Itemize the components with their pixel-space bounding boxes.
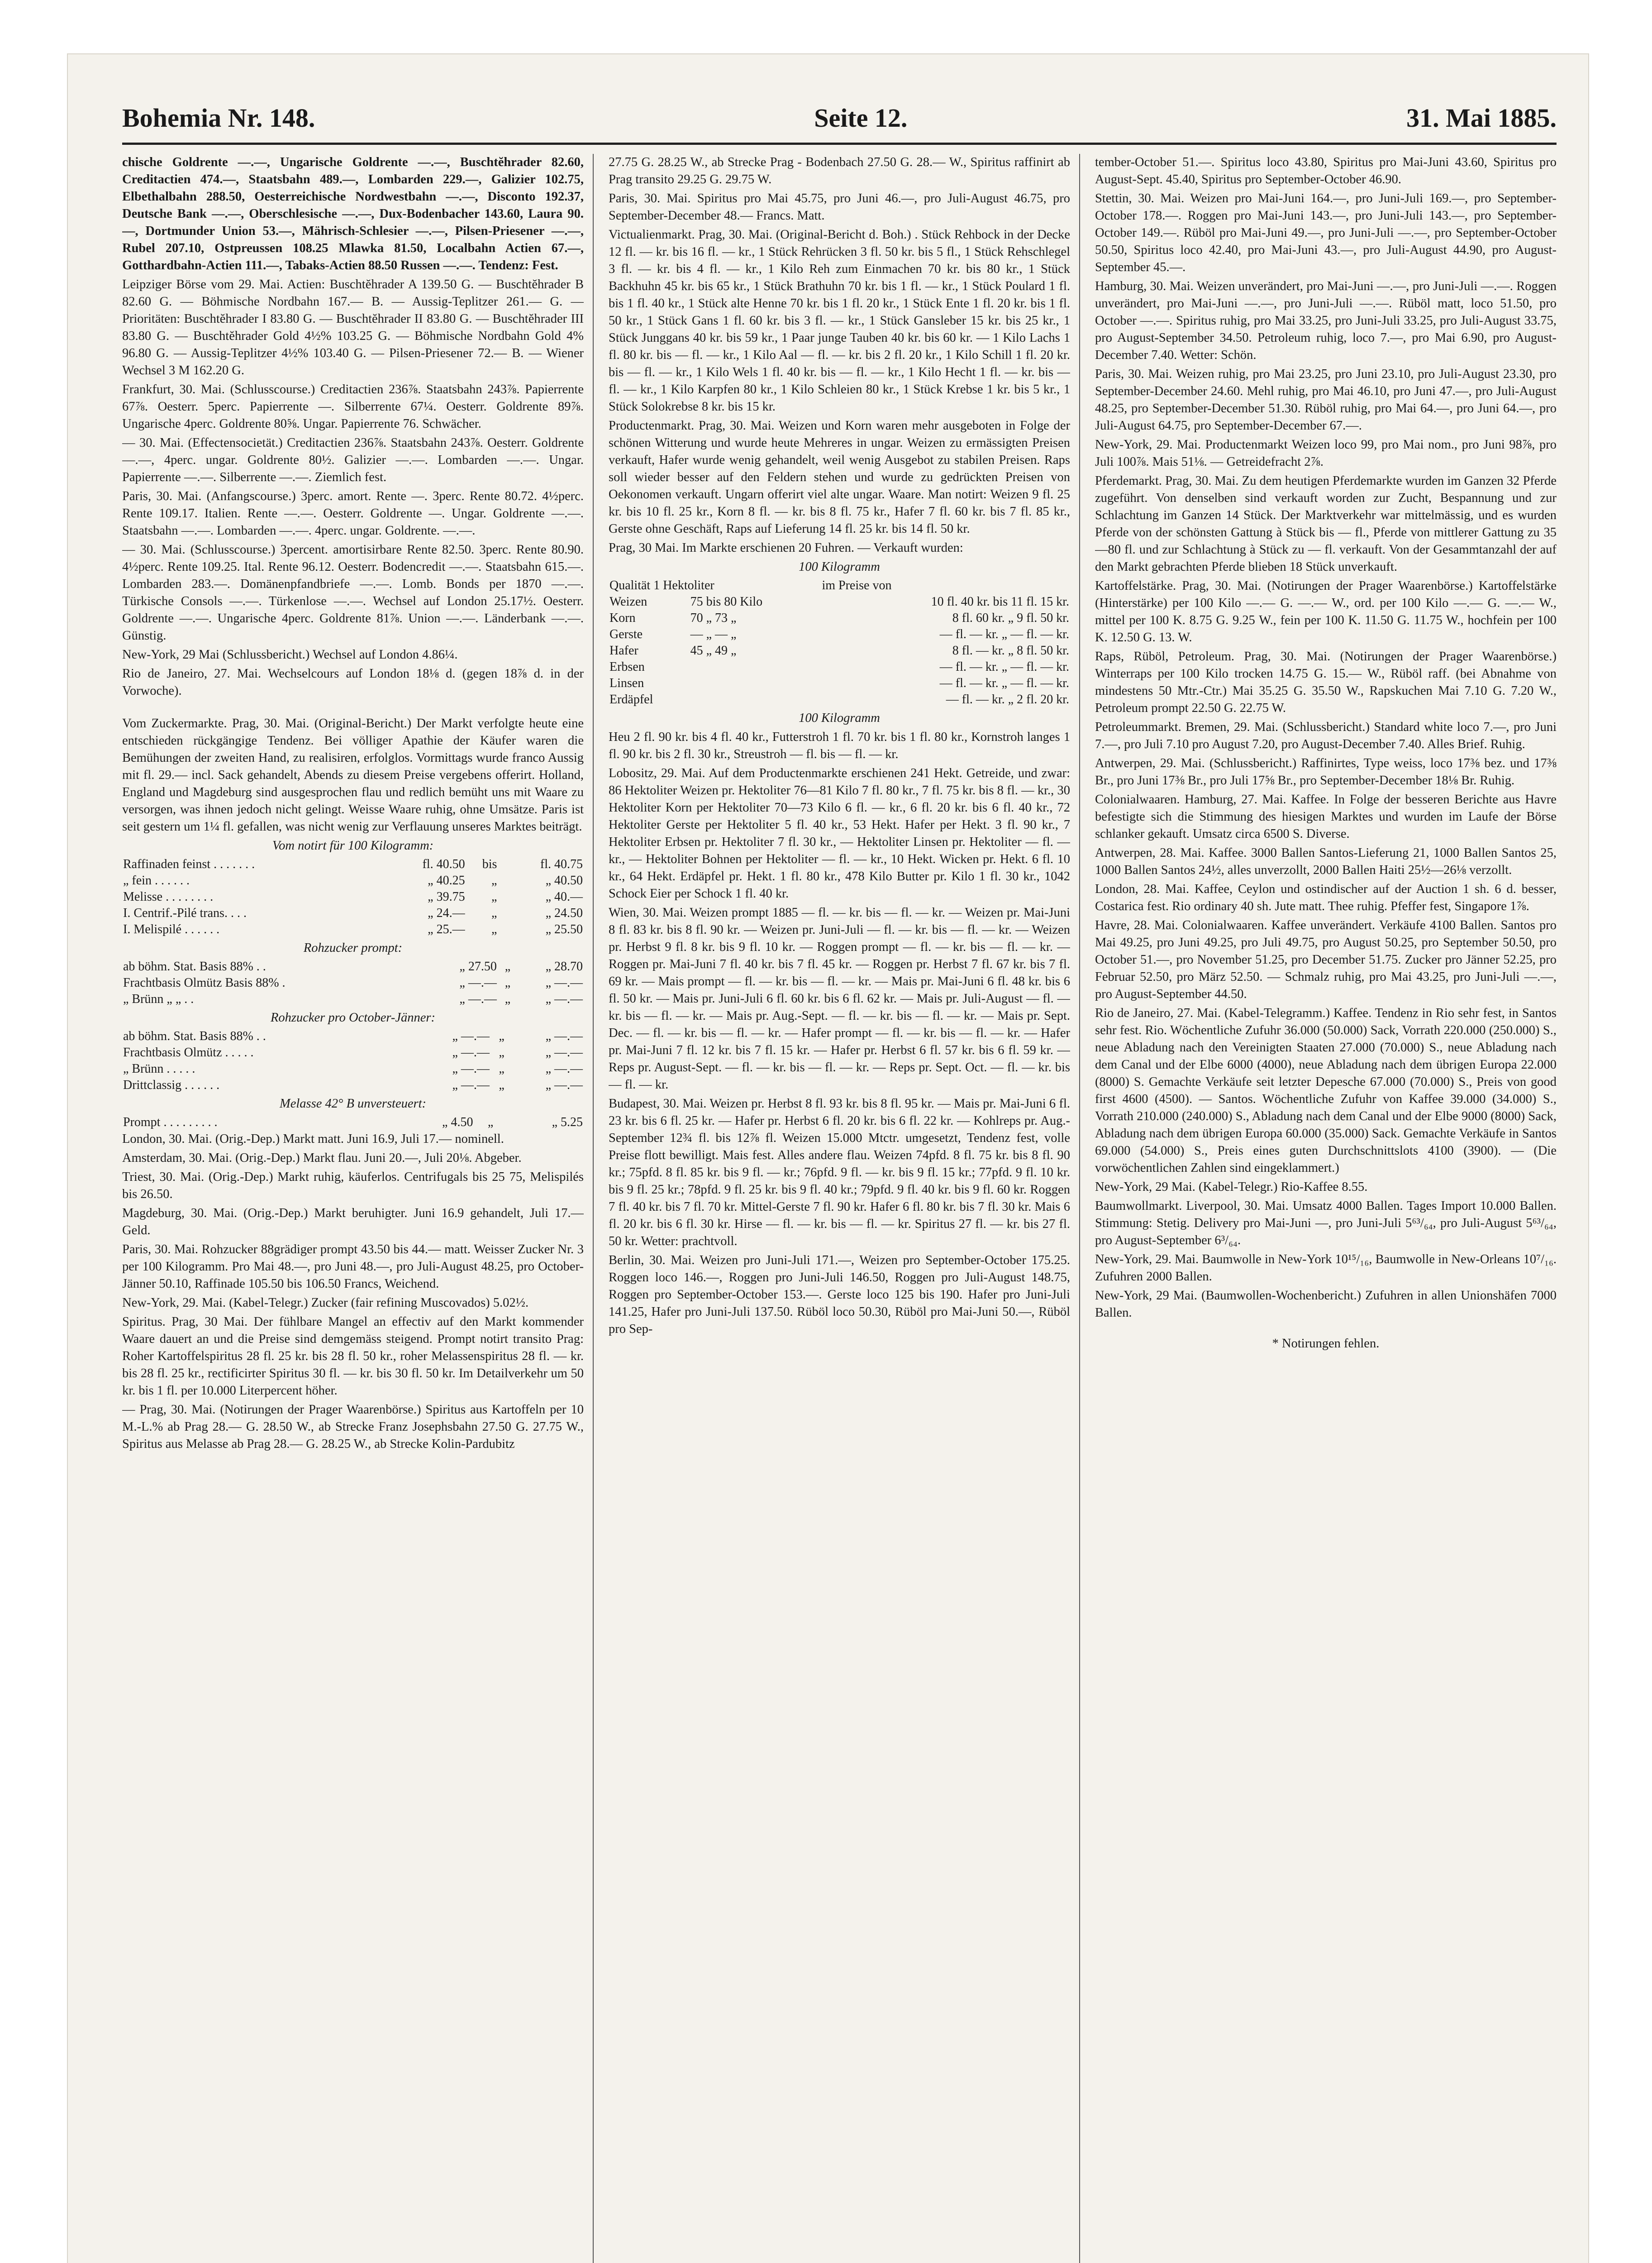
table-cell: „ —.— (452, 1062, 490, 1076)
sugar-price-table (122, 856, 584, 938)
table-cell: „ —.— (545, 1078, 583, 1092)
table-cell: „ —.— (459, 976, 497, 990)
table-cell: „ (491, 922, 497, 936)
october-row (122, 1028, 584, 1045)
sugar-row (122, 889, 584, 905)
raw-sugar-october-heading: Rohzucker pro October-Jänner: (270, 1011, 435, 1025)
amsterdam-sugar-report: Amsterdam, 30. Mai. (Orig.-Dep.) Markt flau. Juni 20.—, Juli 20⅛. Abgeber. (122, 1151, 522, 1165)
grain-row (609, 610, 1070, 626)
table-cell: „ (505, 992, 511, 1006)
sugar-row (122, 873, 584, 889)
frankfurt-effect-report: — 30. Mai. (Effectensocietät.) Creditactien 236⅞. Staatsbahn 243⅞. Oesterr. Goldrente —.—, 4perc. ungar. Goldrente 80½. Galizier —.—. Lombarden —.—. Ungar. Papierrente —.—. Silberrente —.—. Ziemlich fest. (122, 436, 584, 484)
october-row (122, 1061, 584, 1077)
table-cell: „ 40.— (545, 890, 583, 904)
table-cell: Frachtbasis Olmütz Basis 88% . (123, 976, 286, 990)
budapest-grain-report: Budapest, 30. Mai. Weizen pr. Herbst 8 fl. 93 kr. bis 8 fl. 95 kr. — Mais pr. Mai-Juni 6 fl. 23 kr. bis 6 fl. 25 kr. — Hafer pr. Herbst 6 fl. 20 kr. bis 6 fl. 22 kr. — Kohlreps pr. Aug.-September 12¾ fl. bis 12⅞ fl. Weizen 15.000 Mtctr. umgesetzt, Tendenz fest, volle Preise flott bewilligt. Mais fest. Alles andere flau. Weizen 74pfd. 8 fl. 75 kr. bis 8 fl. 90 kr.; 75pfd. 8 fl. 85 kr. bis 9 fl. — kr.; 76pfd. 9 fl. — kr. bis 9 fl. 15 kr.; 77pfd. 9 fl. 10 kr. bis 9 fl. 25 kr.; 78pfd. 9 fl. 25 kr. bis 9 fl. 40 kr.; 79pfd. 9 fl. 40 kr. bis 9 fl. 60 kr. Roggen 7 fl. 40 kr. bis 7 fl. 70 kr. Mittel-Gerste 7 fl. 90 kr. Hafer 6 fl. 80 kr. bis 7 fl. 30 kr. Mais 6 fl. 20 kr. bis 6 fl. 30 kr. Hirse — fl. — kr. bis — fl. — kr. Spiritus 27 fl. — kr. bis 27 fl. 50 kr. Wetter: prachtvoll. (609, 1097, 1070, 1248)
table-cell: „ (491, 890, 497, 904)
spirits-continued: 27.75 G. 28.25 W., ab Strecke Prag - Bodenbach 27.50 G. 28.— W., Spiritus raffinirt ab Prag transito 29.25 G. 29.75 W. (609, 155, 1070, 186)
antwerp-coffee-report: Antwerpen, 28. Mai. Kaffee. 3000 Ballen Santos-Lieferung 21, 1000 Ballen Santos 25, 1000 Ballen Santos 24½, alles unverzollt, 2000 Ballen Haiti 25½—26⅛ verzollt. (1095, 846, 1557, 877)
table-cell: „ —.— (459, 992, 497, 1006)
rio-coffee-report: Rio de Janeiro, 27. Mai. (Kabel-Telegramm.) Kaffee. Tendenz in Rio sehr fest, in Santos sehr fest. Rio. Wöchentliche Zufuhr 36.000 (50.000) Sack, Vorrath 220.000 (250.000) S., neue Abladung nach den Vereinigten Staaten 27.000 (70.000) S., neue Abladung nach dem Canal und der Elbe 6000 (4000), neue Abladung nach dem übrigen Europa 22.000 (8000) S. Gemachte Verkäufe seit letzter Depesche 67.000 (70.000) S., Preis von good first 4600 (4500). — Santos. Wöchentliche Zufuhr von Kaffee 39.000 (34.000) S., Vorrath 210.000 (240.000) S., Abladung nach dem Canal und der Elbe 9000 (8000) Sack, Abladung nach dem übrigen Europa 60.000 (35.000) Sack. Gemachte Verkäufe in Santos 69.000 (54.000) S., Preis eines guten Durchschnittslots 4100 (3900). — (Die vorwöchentlichen Zahlen sind eingeklammert.) (1095, 1006, 1557, 1175)
table-cell: — „ — „ (690, 627, 737, 641)
table-cell: „ 27.50 (459, 960, 497, 974)
table-cell: Hafer (609, 644, 638, 658)
table-cell: „ 5.25 (552, 1115, 583, 1129)
table-cell: Prompt . . . . . . . . . (123, 1115, 218, 1129)
table-cell: — fl. — kr. „ — fl. — kr. (939, 627, 1069, 641)
newspaper-page (68, 54, 1588, 2263)
paris-grain-report: Paris, 30. Mai. Weizen ruhig, pro Mai 23.25, pro Juni 23.10, pro Juli-August 23.30, pro September-December 24.60. Mehl ruhig, pro Mai 46.10, pro Juni 47.—, pro Juli-August 48.25, pro September-December 51.30. Rüböl ruhig, pro Mai 64.—, pro Juni 64.—, pro Juli-August 64.75, pro September-December 67.—. (1095, 367, 1557, 433)
table-cell: 8 fl. — kr. „ 8 fl. 50 kr. (952, 644, 1069, 658)
table-cell: — fl. — kr. „ — fl. — kr. (939, 676, 1069, 690)
table-cell: „ (499, 1062, 505, 1076)
paris-sugar-report: Paris, 30. Mai. Rohzucker 88grädiger prompt 43.50 bis 44.— matt. Weisser Zucker Nr. 3 per 100 Kilogramm. Pro Mai 48.—, pro Juni 48.—, pro Juli-August 48.25, pro October-Jänner 50.10, Raffinade 105.50 bis 106.50 Francs, Weichend. (122, 1242, 584, 1291)
hay-straw-report: Heu 2 fl. 90 kr. bis 4 fl. 40 kr., Futterstroh 1 fl. 70 kr. bis 1 fl. 80 kr., Kornstroh langes 1 fl. 90 kr. bis 2 fl. 30 kr., Streustroh — fl. bis — fl. — kr. (609, 730, 1070, 761)
paris-closing-report: — 30. Mai. (Schlusscourse.) 3percent. amortisirbare Rente 82.50. 3perc. Rente 80.90. 4½perc. Rente 109.25. Ital. Rente 96.12. Oesterr. Bodencredit —.—. Staatsbahn 615.—. Lombarden 283.—. Domänenpfandbriefe —.—. Lomb. Bonds per 1870 —.—. Türkische Consols —.—. Türkenlose —.—. Wechsel auf London 25.17½. Oesterr. Goldrente —.—. Ungarische 4perc. Goldrente 81⅞. Union —.—. Länderbank —.—. Günstig. (122, 543, 584, 643)
table-header-cell: Qualität 1 Hektoliter (609, 578, 714, 592)
spirits-report: Spiritus. Prag, 30 Mai. Der fühlbare Mangel an effectiv auf den Markt kommender Waare dauert an und die Preise sind demgemäss steigend. Prompt notirt transito Prag: Roher Kartoffelspiritus 28 fl. 25 kr. bis 28 fl. 50 kr., roher Melassenspiritus 28 fl. — kr. bis 28 fl. 25 kr., rectificirter Spiritus 30 fl. — kr. bis 30 fl. 50 kr. Im Detailverkehr um 50 kr. bis 1 fl. per 10.000 Literpercent höher. (122, 1315, 584, 1398)
header-rule (122, 143, 1557, 145)
table-cell: Linsen (609, 676, 644, 690)
paris-opening-report: Paris, 30. Mai. (Anfangscourse.) 3perc. amort. Rente —. 3perc. Rente 80.72. 4½perc. Rente 109.17. Italien. Rente —.—. Oesterr. Goldrente —. Ungar. Goldrente —.—. Staatsbahn —.—. Lombarden —.—. 4perc. ungar. Goldrente. —.—. (122, 489, 584, 538)
havre-colonial-report: Havre, 28. Mai. Colonialwaaren. Kaffee unverändert. Verkäufe 4100 Ballen. Santos pro Mai 49.25, pro Juni 49.25, pro Juli 49.75, pro August 50.25, pro September 50.50, pro October 51.—, pro November 51.25, pro December 51.75. Zucker pro Jänner 52.25, pro Februar 52.50, pro März 52.50. — Schmalz ruhig, pro Mai 43.25, pro Juni-Juli —.—, pro August-September 44.50. (1095, 918, 1557, 1001)
antwerp-petroleum-report: Antwerpen, 29. Mai. (Schlussbericht.) Raffinirtes, Type weiss, loco 17⅜ bez. und 17⅜ Br., pro Juni 17⅜ Br., pro Juli 17⅝ Br., pro September-December 18⅛ Br. Ruhig. (1095, 756, 1557, 788)
sugar-subheading: Vom notirt für 100 Kilogramm: (272, 839, 434, 853)
hay-unit-heading: 100 Kilogramm (799, 711, 880, 725)
table-cell: — fl. — kr. „ — fl. — kr. (939, 660, 1069, 674)
column-divider (593, 154, 594, 2263)
prompt-row (122, 959, 584, 975)
table-cell: ab böhm. Stat. Basis 88% . . (123, 1029, 266, 1043)
sugar-row (122, 905, 584, 921)
potato-starch-report: Kartoffelstärke. Prag, 30. Mai. (Notirungen der Prager Waarenbörse.) Kartoffelstärke (Hinterstärke) per 100 Kilo —.— G. —.— W., ord. per 100 Kilo —.— G. —.— W., mittel per 100 K. 8.75 G. 9.25 W., fein per 100 K. 11.50 G. 11.75 W., hochfein per 100 K. 12.50 G. 13. W. (1095, 579, 1557, 645)
column-3 (1095, 154, 1557, 2263)
grain-unit-heading: 100 Kilogramm (799, 560, 880, 574)
table-cell: 45 „ 49 „ (690, 644, 737, 658)
table-cell: „ (499, 1046, 505, 1060)
table-cell: „ fein . . . . . . (123, 874, 190, 888)
produce-market-report: Productenmarkt. Prag, 30. Mai. Weizen und Korn waren mehr ausgeboten in Folge der schönen Witterung und wurde heute Mehreres in ungar. Weizen zu ermässigten Preisen verkauft, Hafer wurde wenig gehandelt, weil wenig Ausgebot zu stabilen Preisen. Raps soll wieder besser auf den Feldern stehen und wurde zu gedrückten Preisen von Oekonomen verkauft. Ungarn offerirt viel alte ungar. Waare. Man notirt: Weizen 9 fl. 25 kr. bis 10 fl. 25 kr., Korn 8 fl. — kr. bis 8 fl. 75 kr., Hafer 7 fl. 60 kr. bis 7 fl. 85 kr., Gerste ohne Geschäft, Raps auf Lieferung 14 fl. 25 kr. bis 14 fl. 50 kr. (609, 419, 1070, 536)
magdeburg-sugar-report: Magdeburg, 30. Mai. (Orig.-Dep.) Markt beruhigter. Juni 16.9 gehandelt, Juli 17.— Geld. (122, 1206, 584, 1237)
lobositz-report: Lobositz, 29. Mai. Auf dem Productenmarkte erschienen 241 Hekt. Getreide, und zwar: 86 Hektoliter Weizen pr. Hektoliter 76—81 Kilo 7 fl. 80 kr., 7 fl. 75 kr. bis 8 fl. — kr., 30 Hektoliter Korn per Hektoliter 70—73 Kilo 6 fl. — kr., 6 fl. 20 kr. bis 6 fl. 40 kr., 72 Hektoliter Gerste per Hektoliter 5 fl. 40 kr., 53 Hekt. Hafer per Hekt. 3 fl. 90 kr., 7 Hektoliter Erbsen pr. Hektoliter 7 fl. 30 kr., — Hektoliter Linsen pr. Hektoliter — fl. — kr., — Hektoliter Bohnen per Hektoliter — fl. — kr., 10 Hekt. Wicken pr. Hekt. 6 fl. 10 kr., 64 Hekt. Erdäpfel pr. Hekt. 1 fl. 80 kr., 478 Kilo Butter pr. Kilo 1 fl. 30 kr., 1042 Schock Eier per Schock 1 fl. 40 kr. (609, 766, 1070, 901)
table-cell: „ —.— (545, 976, 583, 990)
table-cell (690, 675, 821, 692)
table-cell: 70 „ 73 „ (690, 611, 737, 625)
grain-row (609, 626, 1070, 643)
newyork-coffee-report: New-York, 29 Mai. (Kabel-Telegr.) Rio-Kaffee 8.55. (1095, 1180, 1368, 1194)
newyork-cotton-weekly: New-York, 29 Mai. (Baumwollen-Wochenbericht.) Zufuhren in allen Unionshäfen 7000 Ballen. (1095, 1289, 1557, 1320)
table-cell: „ (491, 906, 497, 920)
table-cell: „ 39.75 (428, 890, 465, 904)
table-cell: ab böhm. Stat. Basis 88% . . (123, 960, 266, 974)
grain-header-row (609, 578, 1070, 594)
header-publication: Bohemia Nr. 148. (122, 103, 315, 133)
prompt-row (122, 991, 584, 1007)
table-cell: „ (505, 976, 511, 990)
table-cell: „ —.— (452, 1046, 490, 1060)
raw-sugar-prompt-heading: Rohzucker prompt: (303, 941, 403, 955)
table-cell (690, 692, 821, 708)
molasses-heading: Melasse 42° B unversteuert: (279, 1097, 427, 1111)
sugar-row (122, 921, 584, 938)
raw-sugar-october-table (122, 1028, 584, 1093)
vienna-grain-report: Wien, 30. Mai. Weizen prompt 1885 — fl. — kr. bis — fl. — kr. — Weizen pr. Mai-Juni 8 fl. 83 kr. bis 8 fl. 90 kr. — Weizen pr. Juni-Juli — fl. — kr. bis — fl. — kr. — Weizen pr. Herbst 9 fl. 8 kr. bis 9 fl. 10 kr. — Roggen prompt — fl. — kr. bis — fl. — kr. — Roggen pr. Mai-Juni 7 fl. 40 kr. bis 7 fl. 45 kr. — Roggen pr. Herbst 7 fl. 67 kr. bis 7 fl. 69 kr. — Mais prompt — fl. — kr. bis — fl. — kr. — Mais pr. Mai-Juni 6 fl. 48 kr. bis 6 fl. 50 kr. — Mais pr. Juni-Juli 6 fl. 60 kr. bis 6 fl. 62 kr. — Mais pr. Juli-August — fl. — kr. bis — fl. — kr. — Mais pr. Aug.-Sept. — fl. — kr. bis — fl. — kr. — Mais pr. Sept. Dec. — fl. — kr. bis — fl. — kr. — Hafer prompt — fl. — kr. bis — fl. — kr. — Hafer pr. Mai-Juni 7 fl. 12 kr. bis 7 fl. 15 kr. — Hafer pr. Herbst 6 fl. 57 kr. bis 6 fl. 59 kr. — Reps pr. August-Sept. — fl. — kr. bis — fl. — kr. — Reps pr. Sept. Oct. — fl. — kr. bis — fl. — kr. (609, 906, 1070, 1092)
leipzig-report: Leipziger Börse vom 29. Mai. Actien: Buschtĕhrader A 139.50 G. — Buschtĕhrader B 82.60 G. — Böhmische Nordbahn 167.— B. — Aussig-Teplitzer 261.— G. — Prioritäten: Buschtĕhrader I 83.80 G. — Buschtĕhrader II 83.80 G. — Buschtĕhrader III 83.80 G. — Buschtĕhrader Gold 4½% 103.25 G. — Böhmische Nordbahn Gold 4% 96.80 G. — Aussig-Teplitzer 4½% 103.40 G. — Pilsen-Priesener 72.— B. — Wiener Wechsel 3 M 162.20 G. (122, 277, 584, 377)
grain-price-table (609, 578, 1070, 708)
stock-summary: chische Goldrente —.—, Ungarische Goldrente —.—, Buschtĕhrader 82.60, Creditactien 474.—, Staatsbahn 489.—, Lombarden 229.—, Galizier 102.75, Elbethalbahn 288.50, Oesterreichische Nordwestbahn —.—, Disconto 192.37, Deutsche Bank —.—, Oberschlesische —.—, Dux-Bodenbacher 143.60, Laura 90.—, Dortmunder Union 53.—, Mährisch-Schlesier —.—, Pilsen-Priesener —.—, Rubel 207.10, Ostpreussen 108.25 Mlawka 81.50, Localbahn Actien 67.—, Gotthardbahn-Actien 111.—, Tabaks-Actien 88.50 Russen —.—. Tendenz: Fest. (122, 155, 584, 272)
table-cell: Weizen (609, 595, 647, 609)
london-colonial-report: London, 28. Mai. Kaffee, Ceylon und ostindischer auf der Auction 1 sh. 6 d. besser, Costarica fest. Rio ordinary 40 sh. Jute matt. Thee ruhig. Pfeffer fest, Singapore 1⅞. (1095, 882, 1557, 913)
table-cell: Korn (609, 611, 636, 625)
sugar-row (122, 856, 584, 873)
prague-spirits-report: — Prag, 30. Mai. (Notirungen der Prager Waarenbörse.) Spiritus aus Kartoffeln per 10 M.-L.% ab Prag 28.— G. 28.50 W., ab Strecke Franz Josephsbahn 27.50 G. 27.75 W., Spiritus aus Melasse ab Prag 28.— G. 28.25 W., ab Strecke Kolin-Pardubitz (122, 1403, 584, 1451)
table-cell: „ Brünn . . . . . (123, 1062, 195, 1076)
newyork-cotton-report: New-York, 29. Mai. Baumwolle in New-York 10¹⁵/₁₆, Baumwolle in New-Orleans 10⁷/₁₆. Zufuhren 2000 Ballen. (1095, 1252, 1557, 1284)
table-cell: Drittclassig . . . . . . (123, 1078, 220, 1092)
table-cell: „ (499, 1029, 505, 1043)
table-cell: fl. 40.75 (540, 857, 583, 871)
newyork-sugar-report: New-York, 29. Mai. (Kabel-Telegr.) Zucker (fair refining Muscovados) 5.02½. (122, 1296, 529, 1310)
table-cell: „ —.— (452, 1029, 490, 1043)
berlin-continued: tember-October 51.—. Spiritus loco 43.80, Spiritus pro Mai-Juni 43.60, Spiritus pro August-Sept. 45.40, Spiritus pro September-October 46.90. (1095, 155, 1557, 186)
liverpool-cotton-report: Baumwollmarkt. Liverpool, 30. Mai. Umsatz 4000 Ballen. Tages Import 10.000 Ballen. Stimmung: Stetig. Delivery pro Mai-Juni —, pro Juni-Juli 5⁶³/₆₄, pro Juli-August 5⁶³/₆₄, pro August-September 6³/₆₄. (1095, 1199, 1557, 1247)
table-cell: „ 24.50 (545, 906, 583, 920)
column-1 (122, 154, 584, 2263)
table-cell: fl. 40.50 (422, 857, 465, 871)
page-header (122, 97, 1557, 138)
horse-market-report: Pferdemarkt. Prag, 30. Mai. Zu dem heutigen Pferdemarkte wurden im Ganzen 32 Pferde zugeführt. Von denselben sind verkauft worden zur Zucht, Bespannung und zur Schlachtung im Ganzen 14 Stück. Der Marktverkehr war mittelmässig, und es wurden Pferde von der schönsten Gattung à Stück bis — fl., Pferde von mittlerer Gattung zu 35—80 fl. und zur Schlachtung à Stück zu — fl. verkauft. Von der Gesammtanzahl der auf den Markt gebrachten Pferde blieben 18 Stück unverkauft. (1095, 474, 1557, 574)
table-cell: „ 40.25 (428, 874, 465, 888)
molasses-table (122, 1114, 584, 1131)
table-cell: Frachtbasis Olmütz . . . . . (123, 1046, 254, 1060)
table-cell: „ 40.50 (545, 874, 583, 888)
header-date: 31. Mai 1885. (1406, 103, 1557, 133)
table-cell: „ —.— (545, 1046, 583, 1060)
table-cell: „ (505, 960, 511, 974)
table-cell: 8 fl. 60 kr. „ 9 fl. 50 kr. (952, 611, 1069, 625)
table-cell: bis (482, 857, 497, 871)
grain-row (609, 594, 1070, 610)
grain-row (609, 659, 1070, 675)
table-cell: „ (487, 1115, 494, 1129)
table-cell: Melisse . . . . . . . . (123, 890, 214, 904)
prompt-row (122, 975, 584, 991)
bremen-petroleum-report: Petroleummarkt. Bremen, 29. Mai. (Schlussbericht.) Standard white loco 7.—, pro Juni 7.—, pro Juli 7.10 pro August 7.20, pro August-December 7.40. Alles Brief. Ruhig. (1095, 720, 1557, 751)
grain-row (609, 692, 1070, 708)
october-row (122, 1045, 584, 1061)
spacer (122, 702, 584, 715)
table-cell: 75 bis 80 Kilo (690, 595, 763, 609)
sugar-market-report: Vom Zuckermarkte. Prag, 30. Mai. (Original-Bericht.) Der Markt verfolgte heute eine entschieden rückgängige Tendenz. Bei völliger Apathie der Käufer waren die Bemühungen der zweiten Hand, zu realisiren, erfolglos. Vormittags wurde franco Aussig mit fl. 29.— incl. Sack gehandelt, Abends zu diesem Preise vergebens offerirt. Holland, England und Magdeburg sind ausgesprochen flau und redlich bemüht uns mit Waare zu versorgen, was ihnen jedoch nicht gelingt. Weisse Waare ruhig, ohne Umsätze. Paris ist seit gestern um 1¼ fl. gefallen, was nicht wenig zur Verflauung unseres Marktes beiträgt. (122, 716, 584, 834)
table-cell: „ —.— (452, 1078, 490, 1092)
table-cell: „ —.— (545, 1029, 583, 1043)
table-cell: „ 28.70 (545, 960, 583, 974)
newyork-produce-report: New-York, 29. Mai. Productenmarkt Weizen loco 99, pro Mai nom., pro Juni 98⅞, pro Juli 100⅞. Mais 51⅛. — Getreidefracht 2⅞. (1095, 438, 1557, 469)
table-header-cell: im Preise von (822, 578, 892, 592)
october-row (122, 1077, 584, 1093)
table-cell: „ 24.— (428, 906, 465, 920)
table-cell: I. Melispilé . . . . . . (123, 922, 220, 936)
table-cell: „ (491, 874, 497, 888)
london-sugar-report: London, 30. Mai. (Orig.-Dep.) Markt matt. Juni 16.9, Juli 17.— nominell. (122, 1132, 504, 1146)
table-cell: Erbsen (609, 660, 645, 674)
table-cell: „ —.— (545, 1062, 583, 1076)
header-page-number: Seite 12. (814, 103, 908, 133)
frankfurt-report: Frankfurt, 30. Mai. (Schlusscourse.) Creditactien 236⅞. Staatsbahn 243⅞. Papierrente 67⅞. Oesterr. 5perc. Papierrente —. Silberrente 67¼. Oesterr. Goldrente 89⅞. Ungarische 4perc. Goldrente 80⅝. Ungar. Papierrente 76. Schwächer. (122, 382, 584, 431)
hamburg-coffee-report: Colonialwaaren. Hamburg, 27. Mai. Kaffee. In Folge der besseren Berichte aus Havre befestigte sich die Stimmung des hiesigen Marktes und wurden im Laufe der Börse schlanker gekauft. Umsatz circa 6500 S. Diverse. (1095, 793, 1557, 841)
table-cell: I. Centrif.-Pilé trans. . . . (123, 906, 247, 920)
grain-row (609, 643, 1070, 659)
rio-report: Rio de Janeiro, 27. Mai. Wechselcours auf London 18⅛ d. (gegen 18⅞ d. in der Vorwoche). (122, 667, 584, 698)
molasses-row (122, 1114, 584, 1131)
table-cell: Gerste (609, 627, 643, 641)
table-cell: „ 4.50 (442, 1115, 473, 1129)
table-cell: Erdäpfel (609, 692, 653, 707)
raw-sugar-prompt-table (122, 959, 584, 1007)
grain-row (609, 675, 1070, 692)
trieste-sugar-report: Triest, 30. Mai. (Orig.-Dep.) Markt ruhig, käuferlos. Centrifugals bis 25 75, Melispilés bis 26.50. (122, 1170, 584, 1201)
column-2 (609, 154, 1070, 2263)
hamburg-report: Hamburg, 30. Mai. Weizen unverändert, pro Mai-Juni —.—, pro Juni-Juli —.—. Roggen unverändert, pro Mai-Juni —.—, pro Juni-Juli —.—. Rüböl matt, loco 51.50, pro October —.—. Spiritus ruhig, pro Mai 33.25, pro Juni-Juli 33.25, pro Juli-August 33.75, pro August-September 34.50. Petroleum ruhig, loco 7.—, pro Mai 6.90, pro August-December 7.40. Wetter: Schön. (1095, 279, 1557, 362)
table-cell: „ Brünn „ „ . . (123, 992, 194, 1006)
table-cell: Raffinaden feinst . . . . . . . (123, 857, 255, 871)
table-cell: 10 fl. 40 kr. bis 11 fl. 15 kr. (931, 595, 1069, 609)
table-cell: „ 25.— (428, 922, 465, 936)
paris-spirits-report: Paris, 30. Mai. Spiritus pro Mai 45.75, pro Juni 46.—, pro Juli-August 46.75, pro September-December 48.— Francs. Matt. (609, 191, 1070, 223)
column-divider (1079, 154, 1080, 2263)
newyork-report: New-York, 29 Mai (Schlussbericht.) Wechsel auf London 4.86¼. (122, 648, 458, 662)
rapeseed-oil-report: Raps, Rüböl, Petroleum. Prag, 30. Mai. (Notirungen der Prager Waarenbörse.) Winterraps per 100 Kilo trocken 14.75 G. 15.— W., Rüböl raff. (bei Abnahme von mindestens 50 Mtr.-Ctr.) Mai 35.25 G. 35.50 W., Rapskuchen Mai 7.10 G. 7.20 W., Petroleum prompt 22.50 G. 22.75 W. (1095, 649, 1557, 715)
table-cell: „ (499, 1078, 505, 1092)
table-cell: — fl. — kr. „ 2 fl. 20 kr. (946, 692, 1069, 707)
victuals-market-report: Victualienmarkt. Prag, 30. Mai. (Original-Bericht d. Boh.) . Stück Rehbock in der Decke 12 fl. — kr. bis 16 fl. — kr., 1 Stück Rehrücken 3 fl. 50 kr. bis 5 fl., 1 Stück Rehschlegel 3 fl. — kr. bis 4 fl. — kr., 1 Kilo Reh zum Einmachen 70 kr. bis 80 kr., 1 Stück Backhuhn 45 kr. bis 65 kr., 1 Stück Brathuhn 70 kr. bis 1 fl. — kr., 1 Stück Poulard 1 fl. bis 1 fl. 40 kr., 1 Stück alte Henne 70 kr. bis 1 fl. 20 kr., 1 Stück Ente 1 fl. 20 kr. bis 1 fl. 50 kr., 1 Stück Gans 1 fl. 60 kr. bis 3 fl. — kr., 1 Stück Gansleber 15 kr. bis 25 kr., 1 Stück Junggans 40 kr. bis 59 kr., 1 Paar junge Tauben 40 kr. bis 60 kr. — 1 Kilo Lachs 1 fl. 80 kr. bis — fl. — kr., 1 Kilo Aal — fl. — kr. bis 2 fl. 20 kr., 1 Kilo Schill 1 fl. 20 kr. bis — fl. — kr., 1 Kilo Wels 1 fl. 40 kr. bis — fl. — kr., 1 Kilo Hecht 1 fl. — kr. bis — fl. — kr., 1 Kilo Karpfen 80 kr., 1 Kilo Schleien 80 kr., 1 Stück Krebse 1 kr. bis 5 kr., 1 Stück Solokrebse 8 kr. bis 15 kr. (609, 228, 1070, 414)
table-cell: „ 25.50 (545, 922, 583, 936)
table-cell: „ —.— (545, 992, 583, 1006)
berlin-grain-report: Berlin, 30. Mai. Weizen pro Juni-Juli 171.—, Weizen pro September-October 175.25. Roggen loco 146.—, Roggen pro Juni-Juli 146.50, Roggen pro Juli-August 148.75, Roggen pro September-October 153.—. Gerste loco 125 bis 190. Hafer pro Juni-Juli 141.25, Hafer pro Juni-Juli 137.50. Rüböl loco 50.30, Rüböl pro Mai-Juni 50.—, Rüböl pro Sep- (609, 1253, 1070, 1336)
prague-market-intro: Prag, 30 Mai. Im Markte erschienen 20 Fuhren. — Verkauft wurden: (609, 541, 963, 555)
stettin-report: Stettin, 30. Mai. Weizen pro Mai-Juni 164.—, pro Juni-Juli 169.—, pro September-October 178.—. Roggen pro Mai-Juni 143.—, pro Juni-Juli 143.—, pro September-October 149.—. Rüböl pro Mai-Juni 49.—, pro Juni-Juli —.—, pro September-October 50.50, Spiritus loco 42.40, pro Mai-Juni 43.—, pro Juli-August 44.90, pro August-September 45.—. (1095, 191, 1557, 274)
footnote: * Notirungen fehlen. (1272, 1337, 1380, 1351)
table-cell (690, 659, 821, 675)
